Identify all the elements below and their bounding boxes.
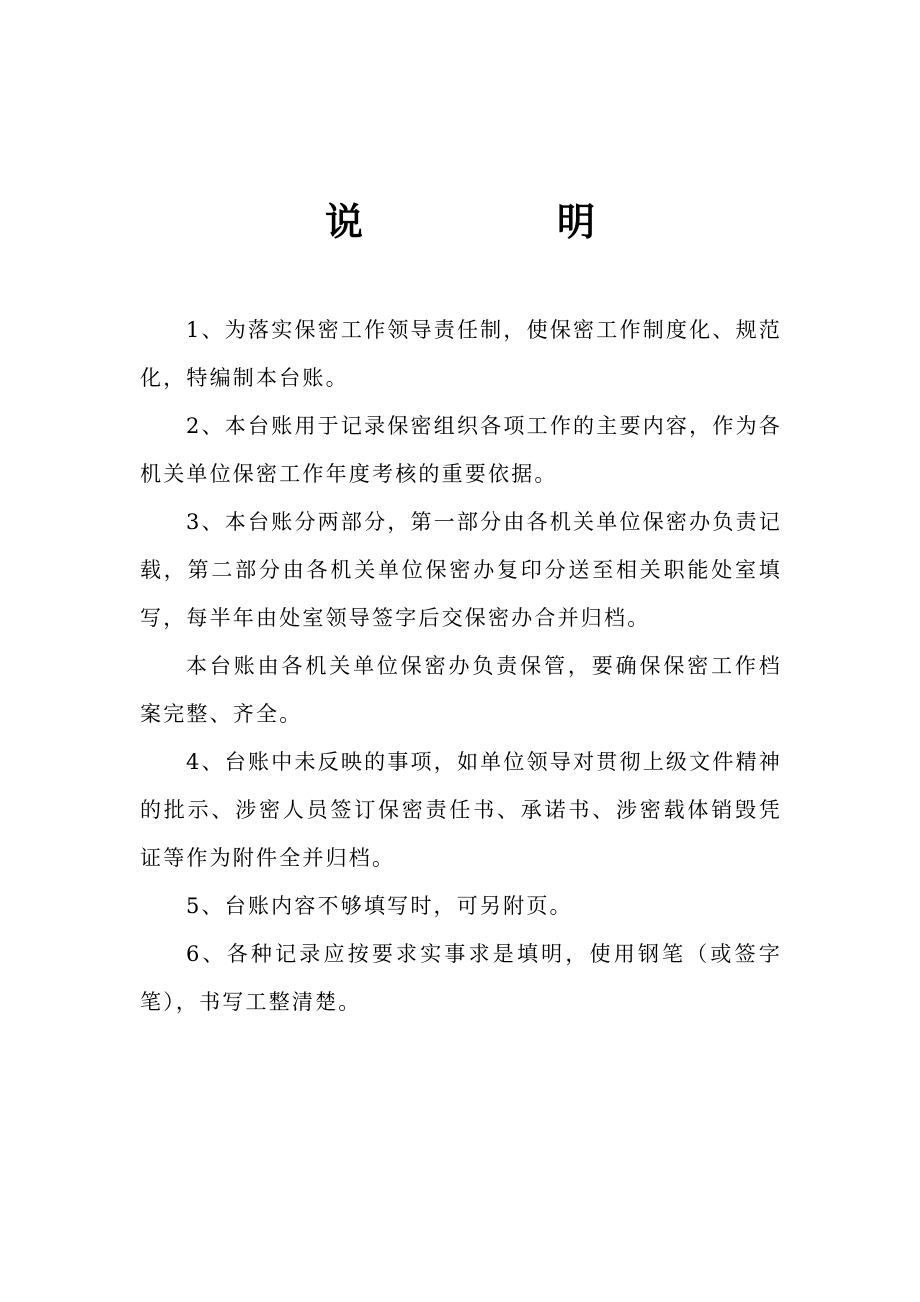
- instruction-paragraph-3: 3、本台账分两部分，第一部分由各机关单位保密办负责记载，第二部分由各机关单位保密办复印分送至相关职能处室填写，每半年由处室领导签字后交保密办合并归档。: [140, 510, 782, 630]
- instruction-paragraph-6: 6、各种记录应按要求实事求是填明，使用钢笔（或签字笔），书写工整清楚。: [140, 942, 782, 1014]
- instructions-body: [140, 306, 782, 1026]
- instruction-paragraph-custody: 本台账由各机关单位保密办负责保管，要确保保密工作档案完整、齐全。: [140, 654, 782, 726]
- instruction-paragraph-1: 1、为落实保密工作领导责任制，使保密工作制度化、规范化，特编制本台账。: [140, 318, 782, 390]
- page-title: 说 明: [324, 199, 673, 244]
- instruction-paragraph-2: 2、本台账用于记录保密组织各项工作的主要内容，作为各机关单位保密工作年度考核的重要依据。: [140, 414, 782, 486]
- instruction-paragraph-5: 5、台账内容不够填写时，可另附页。: [186, 894, 573, 918]
- instruction-paragraph-4: 4、台账中未反映的事项，如单位领导对贯彻上级文件精神的批示、涉密人员签订保密责任书、承诺书、涉密载体销毁凭证等作为附件全并归档。: [140, 750, 782, 870]
